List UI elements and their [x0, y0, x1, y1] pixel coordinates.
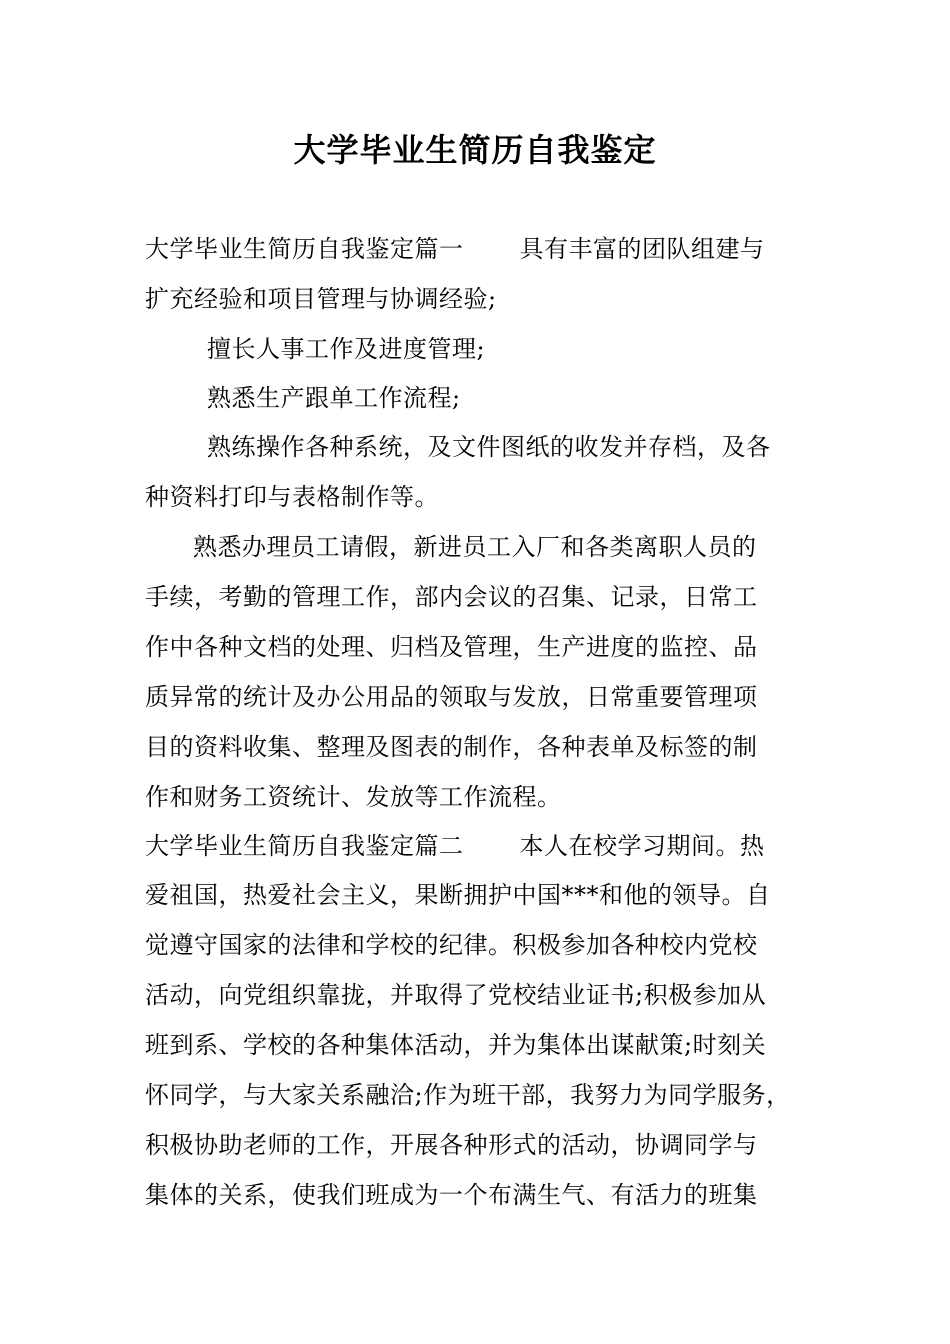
- text-line: 觉遵守国家的法律和学校的纪律。积极参加各种校内党校: [145, 931, 758, 959]
- text-line: 熟练操作各种系统，及文件图纸的收发并存档，及各: [207, 433, 771, 461]
- text-line: 种资料打印与表格制作等。: [145, 483, 439, 511]
- text-line: 熟悉办理员工请假，新进员工入厂和各类离职人员的: [193, 533, 757, 561]
- text-line: 班到系、学校的各种集体活动，并为集体出谋献策;时刻关: [145, 1031, 767, 1059]
- text-segment: 本人在校学习期间。热: [519, 832, 765, 860]
- section-heading-2: 大学毕业生简历自我鉴定篇二: [145, 832, 464, 860]
- document-body: [145, 224, 825, 1220]
- document-title: 大学毕业生简历自我鉴定: [293, 131, 657, 169]
- text-line: 作和财务工资统计、发放等工作流程。: [145, 783, 562, 811]
- text-line: [145, 224, 825, 274]
- text-line: 目的资料收集、整理及图表的制作，各种表单及标签的制: [145, 733, 758, 761]
- text-line: 集体的关系，使我们班成为一个布满生气、有活力的班集: [145, 1181, 758, 1209]
- text-line: 爱祖国，热爱社会主义，果断拥护中国***和他的领导。自: [145, 881, 771, 909]
- text-line: 活动，向党组织靠拢，并取得了党校结业证书;积极参加从: [145, 981, 767, 1009]
- text-line: 手续，考勤的管理工作，部内会议的召集、记录，日常工: [145, 583, 758, 611]
- section-heading-1: 大学毕业生简历自我鉴定篇一: [145, 235, 464, 263]
- text-line: 擅长人事工作及进度管理;: [207, 335, 486, 363]
- text-line: 质异常的统计及办公用品的领取与发放，日常重要管理项: [145, 683, 758, 711]
- text-line: 积极协助老师的工作，开展各种形式的活动，协调同学与: [145, 1131, 758, 1159]
- text-segment: 具有丰富的团队组建与: [519, 235, 765, 263]
- text-line: 怀同学，与大家关系融洽;作为班干部，我努力为同学服务，: [145, 1081, 791, 1109]
- text-line: 扩充经验和项目管理与协调经验;: [145, 285, 497, 313]
- text-line: 作中各种文档的处理、归档及管理，生产进度的监控、品: [145, 633, 758, 661]
- text-line: [145, 822, 825, 870]
- text-line: 熟悉生产跟单工作流程;: [207, 384, 461, 412]
